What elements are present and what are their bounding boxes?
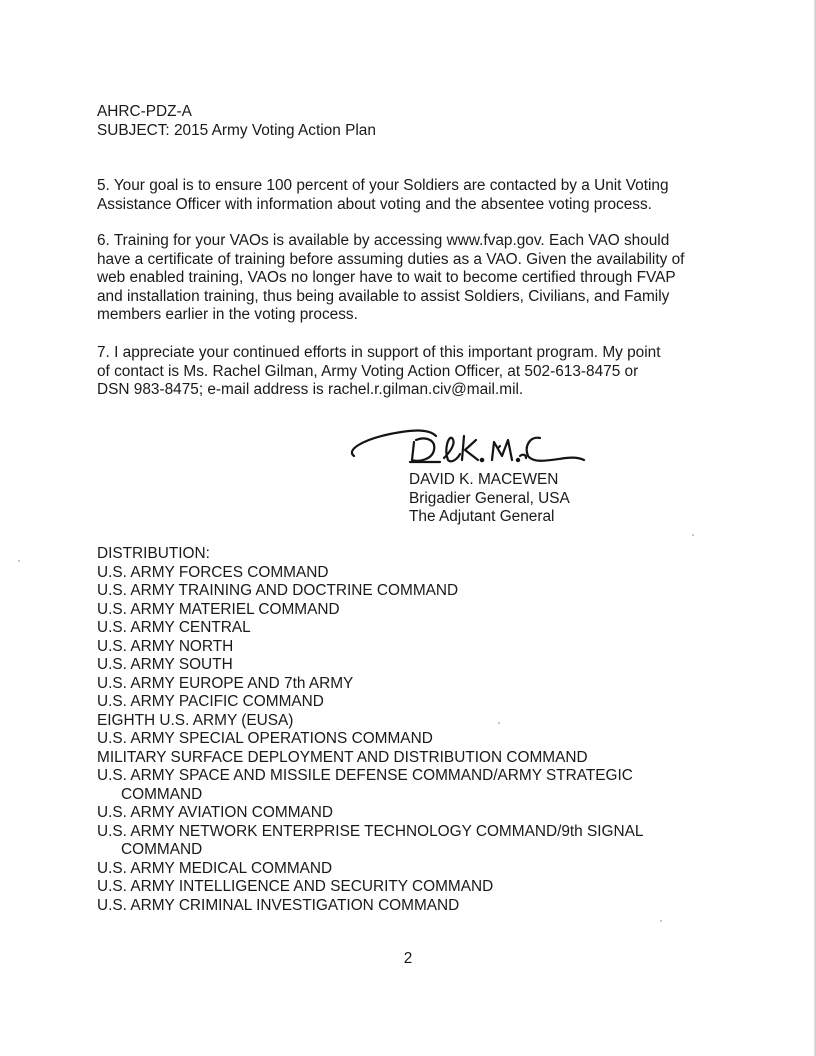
paragraph-line: 7. I appreciate your continued efforts in support of this important program. My point [97,344,661,361]
distribution-item-continuation: COMMAND [121,785,203,803]
distribution-item: U.S. ARMY SOUTH [97,656,233,673]
memo-header [97,103,737,140]
distribution-item: U.S. ARMY FORCES COMMAND [97,563,329,581]
distribution-list [97,545,737,915]
paragraph-5 [97,177,727,214]
distribution-item: U.S. ARMY SPACE AND MISSILE DEFENSE COMMAND/ARMY STRATEGIC [97,767,633,784]
distribution-item: U.S. ARMY PACIFIC COMMAND [97,693,324,710]
distribution-item: U.S. ARMY AVIATION COMMAND [97,804,334,821]
distribution-item: MILITARY SURFACE DEPLOYMENT AND DISTRIBUTION COMMAND [97,748,588,766]
paragraph-line: Assistance Officer with information about voting and the absentee voting process. [97,195,652,213]
distribution-item: U.S. ARMY MATERIEL COMMAND [97,600,340,618]
scan-speck [660,920,662,922]
distribution-item: U.S. ARMY NORTH [97,637,234,655]
distribution-item-continuation: COMMAND [121,841,203,858]
distribution-item: U.S. ARMY TRAINING AND DOCTRINE COMMAND [97,582,459,599]
distribution-item: U.S. ARMY CRIMINAL INVESTIGATION COMMAND [97,896,460,914]
signer-title: The Adjutant General [409,508,555,525]
scan-speck [18,560,20,562]
paragraph-line: members earlier in the voting process. [97,306,358,323]
signer-rank: Brigadier General, USA [409,489,570,507]
paragraph-line: 6. Training for your VAOs is available by accessing www.fvap.gov. Each VAO should [97,232,670,249]
paragraph-line: and installation training, thus being available to assist Soldiers, Civilians, and Family [97,287,670,305]
signature-block [409,471,570,527]
office-symbol: AHRC-PDZ-A [97,103,192,120]
scan-speck [498,722,500,724]
distribution-item: U.S. ARMY EUROPE AND 7th ARMY [97,674,354,692]
handwritten-signature [340,420,600,472]
paragraph-6 [97,232,727,325]
distribution-item: U.S. ARMY NETWORK ENTERPRISE TECHNOLOGY COMMAND/9th SIGNAL [97,822,644,840]
paragraph-line: of contact is Ms. Rachel Gilman, Army Voting Action Officer, at 502-613-8475 or [97,362,639,380]
signature-icon [340,420,600,472]
distribution-item: U.S. ARMY MEDICAL COMMAND [97,859,333,877]
distribution-item: U.S. ARMY INTELLIGENCE AND SECURITY COMMAND [97,878,494,895]
paragraph-line: have a certificate of training before assuming duties as a VAO. Given the availability of [97,250,685,268]
paragraph-line: 5. Your goal is to ensure 100 percent of your Soldiers are contacted by a Unit Voting [97,177,669,194]
distribution-item: EIGHTH U.S. ARMY (EUSA) [97,711,294,729]
distribution-item: U.S. ARMY SPECIAL OPERATIONS COMMAND [97,730,433,747]
paragraph-7 [97,344,727,400]
paragraph-line: DSN 983-8475; e-mail address is rachel.r.gilman.civ@mail.mil. [97,381,524,398]
page-number: 2 [403,950,413,967]
signer-name: DAVID K. MACEWEN [409,471,559,488]
scan-speck [692,534,694,536]
paragraph-line: web enabled training, VAOs no longer have to wait to become certified through FVAP [97,269,676,286]
distribution-heading: DISTRIBUTION: [97,545,210,562]
distribution-item: U.S. ARMY CENTRAL [97,619,251,636]
subject-line: SUBJECT: 2015 Army Voting Action Plan [97,121,376,139]
